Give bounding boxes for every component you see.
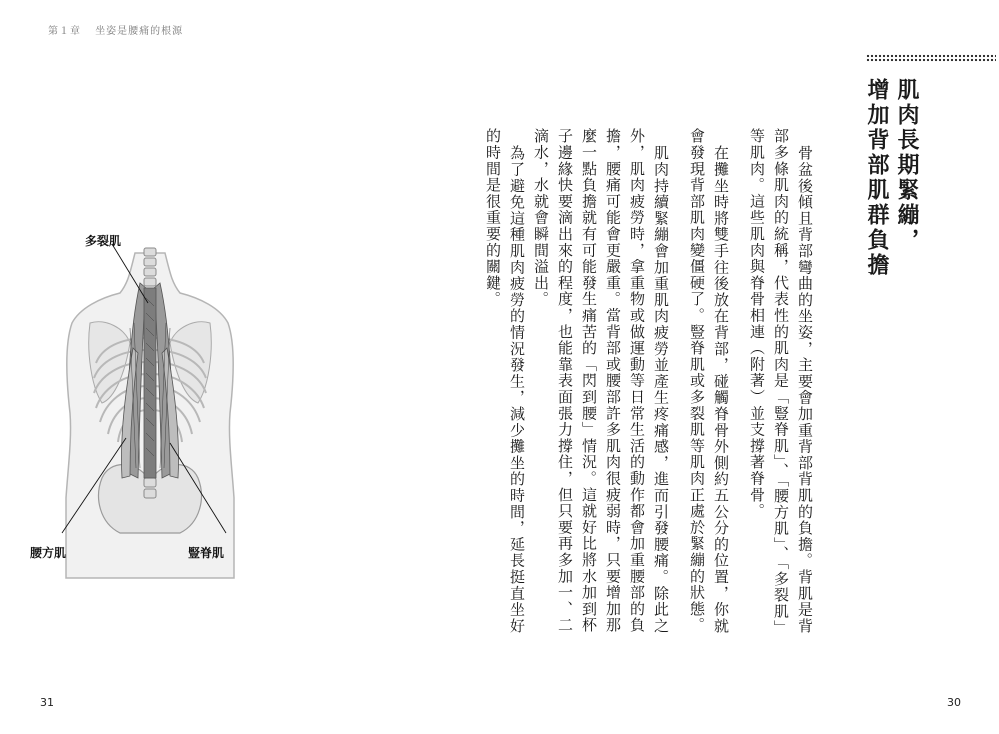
headline-line-2: 增加背部肌群負擔 bbox=[864, 78, 889, 278]
label-multifidus: 多裂肌 bbox=[85, 234, 122, 248]
section-headline bbox=[861, 78, 921, 338]
running-header bbox=[48, 22, 183, 37]
dotted-rule bbox=[866, 54, 996, 62]
paragraph-2: 在攤坐時將雙手往後放在背部，碰觸脊骨外側約五公分的位置，你就會發現背部肌肉變僵硬了。豎脊肌或多裂肌等肌肉正處於緊繃的狀態。 bbox=[688, 128, 730, 634]
paragraph-3: 肌肉持續緊繃會加重肌肉疲勞並產生疼痛感，進而引發腰痛。除此之外，肌肉疲勞時，拿重物或做運動等日常生活的動作都會加重腰部的負擔，腰痛可能會更嚴重。當背部或腰部許多肌肉很疲弱時，只要增加那麼一點負擔就有可能發生痛苦的「閃到腰」情況。這就好比將水加到杯子邊緣快要滴出來的程度，也能靠表面張力撐住，但只要再多加一、二滴水，水就會瞬間溢出。 bbox=[532, 128, 670, 634]
paragraph-4: 為了避免這種肌肉疲勞的情況發生，減少攤坐的時間，延長挺直坐好的時間是很重要的關鍵。 bbox=[484, 128, 526, 634]
headline-line-1: 肌肉長期緊繃， bbox=[894, 78, 919, 253]
label-erector-spinae: 豎脊肌 bbox=[188, 546, 225, 560]
chapter-title: 坐姿是腰痛的根源 bbox=[95, 26, 184, 37]
paragraph-1: 骨盆後傾且背部彎曲的坐姿，主要會加重背部背肌的負擔。背肌是背部多條肌肉的統稱，代表性的肌肉是「豎脊肌」、「腰方肌」、「多裂肌」等肌肉。這些肌肉與脊骨相連（附著）並支撐著脊骨。 bbox=[748, 128, 814, 636]
page-number-left: 31 bbox=[40, 696, 54, 709]
label-quadratus-lumborum: 腰方肌 bbox=[30, 546, 67, 560]
back-muscles-illustration bbox=[30, 228, 270, 588]
anatomy-drawing bbox=[30, 228, 270, 588]
page-number-right: 30 bbox=[947, 696, 961, 709]
chapter-number: 第１章 bbox=[48, 26, 81, 37]
body-text bbox=[481, 128, 817, 638]
